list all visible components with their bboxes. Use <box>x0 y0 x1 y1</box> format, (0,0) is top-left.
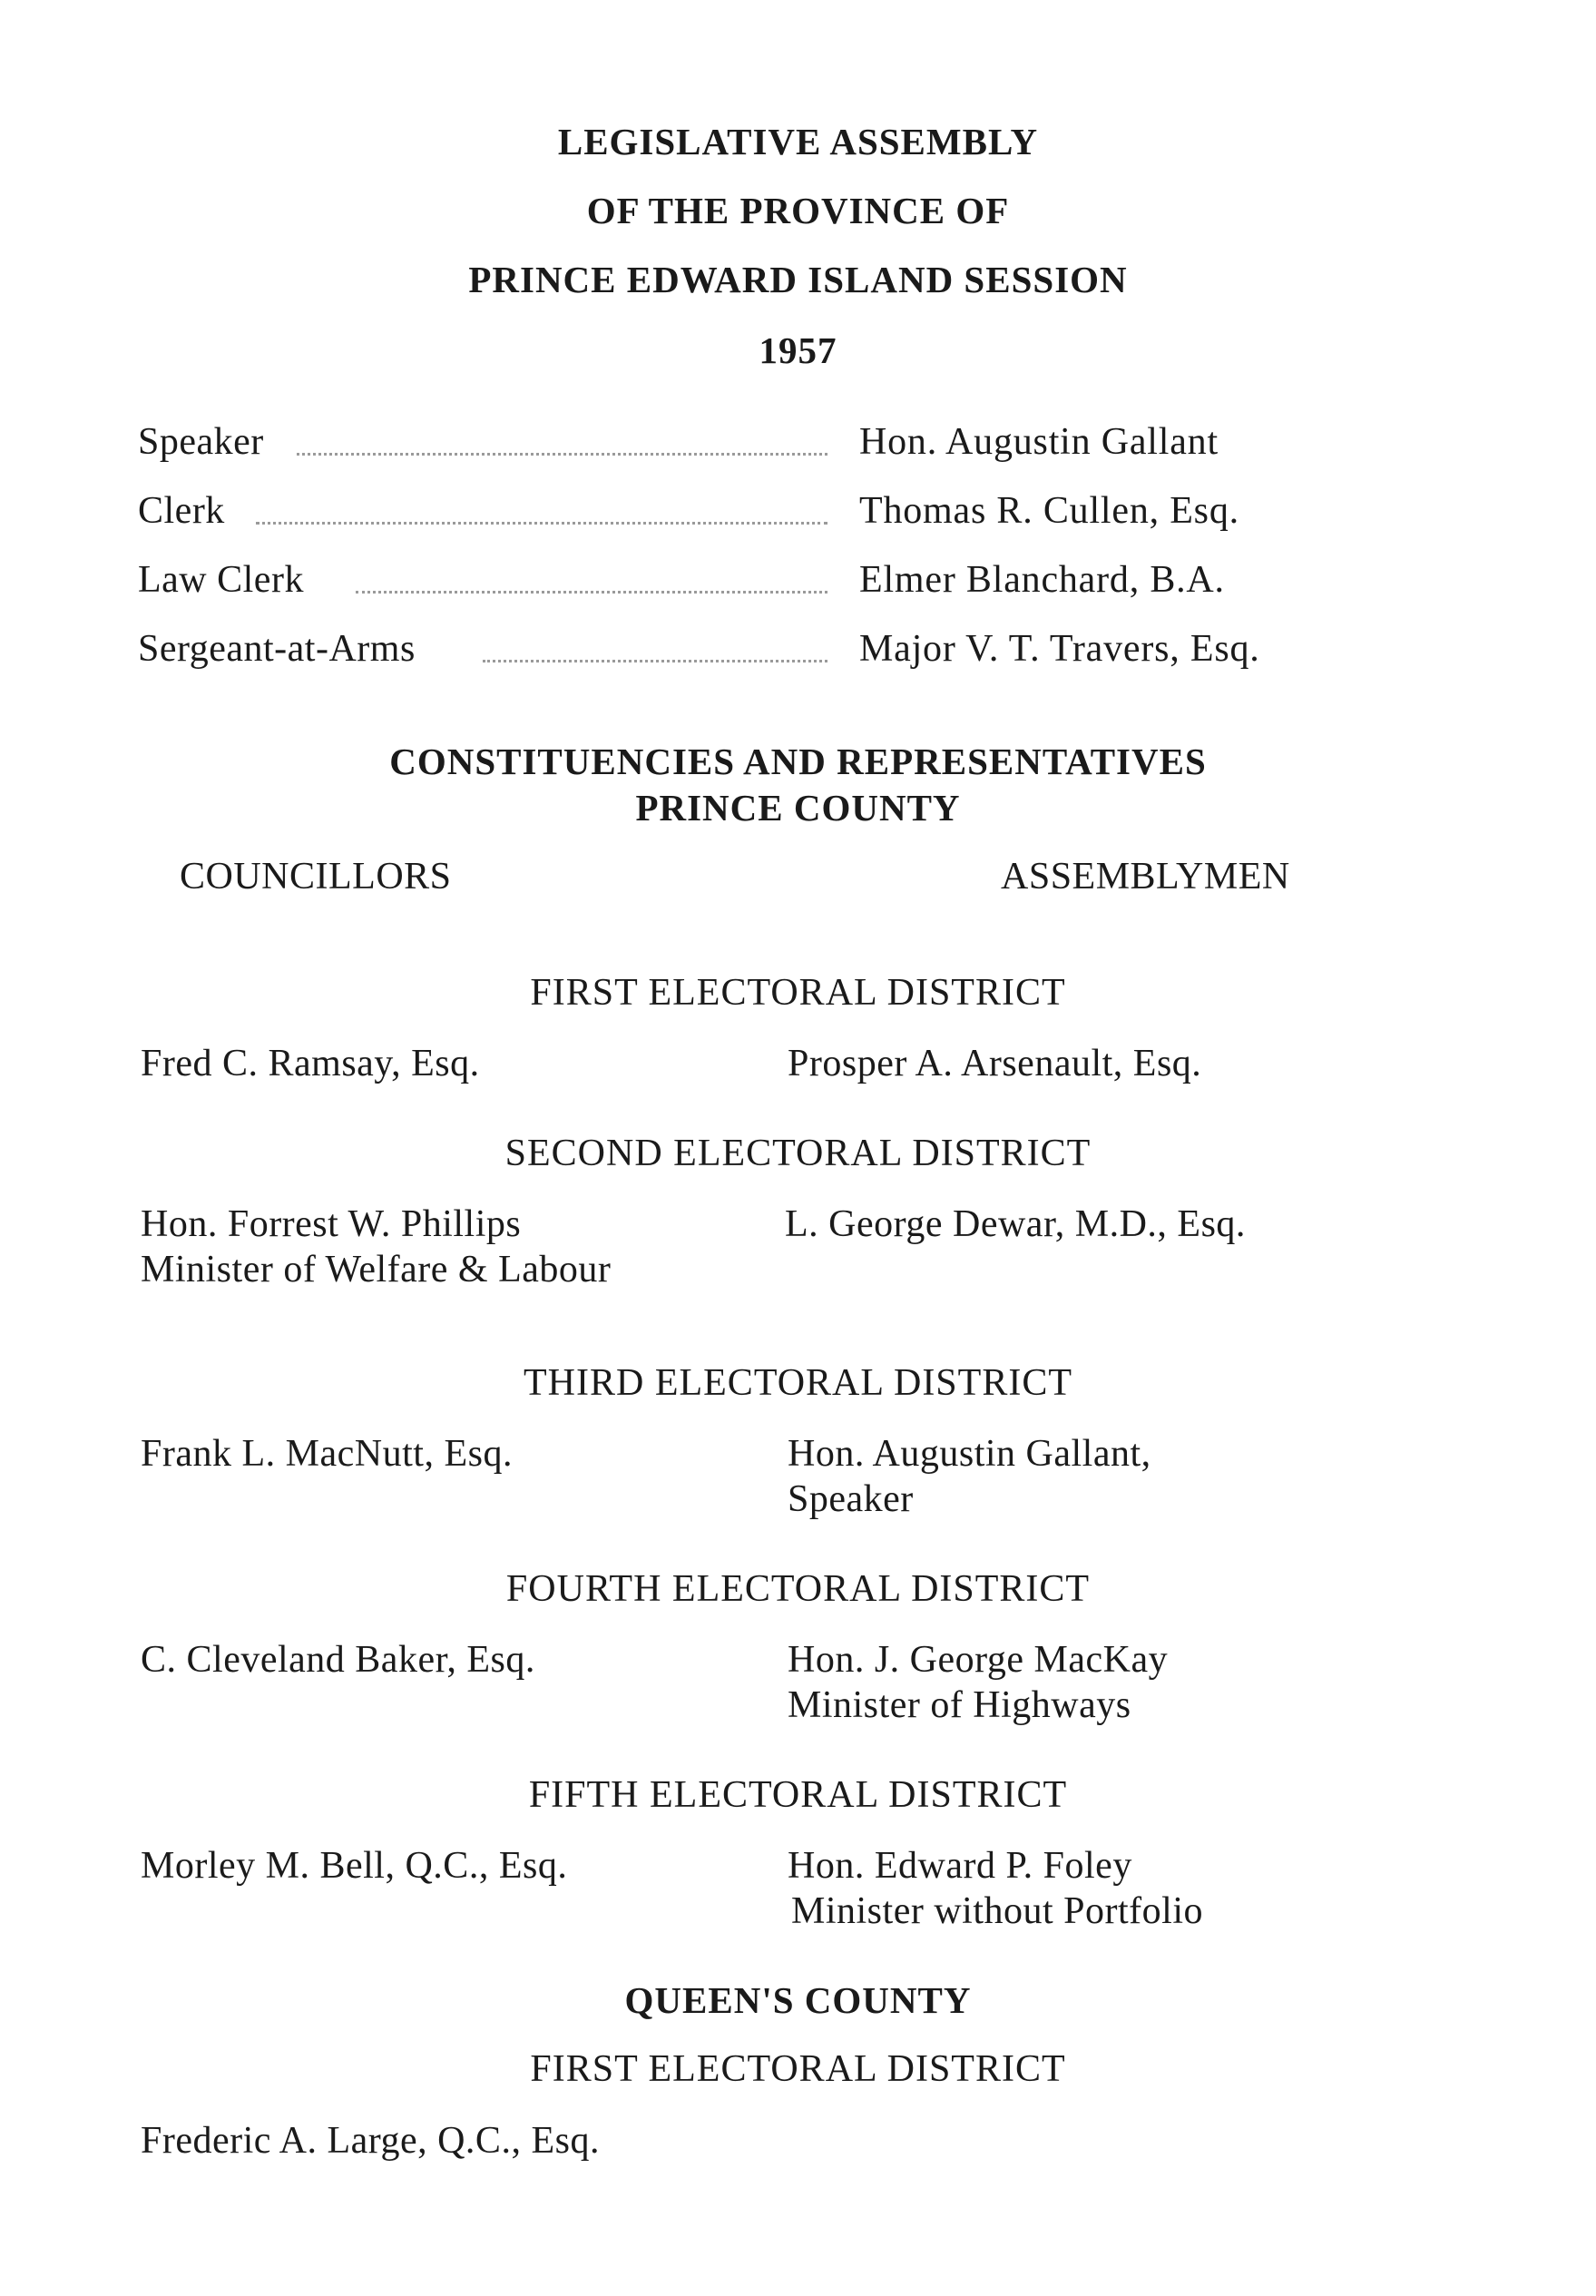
officer-name: Hon. Augustin Gallant <box>859 421 1219 463</box>
dot-leader <box>483 660 827 662</box>
header-line-2: OF THE PROVINCE OF <box>586 190 1010 231</box>
header-line-1: LEGISLATIVE ASSEMBLY <box>557 121 1039 162</box>
header-year: 1957 <box>759 329 837 371</box>
officer-row-clerk <box>138 489 1372 540</box>
officer-row-speaker <box>138 420 1372 471</box>
councillor-name: Fred C. Ramsay, Esq. <box>141 1043 480 1084</box>
assemblyman-name: Hon. J. George MacKay <box>788 1639 1169 1681</box>
councillor-name: Hon. Forrest W. Phillips <box>141 1203 522 1245</box>
header-line-3: PRINCE EDWARD ISLAND SESSION <box>468 259 1128 300</box>
column-heading-assemblymen: ASSEMBLYMEN <box>1001 856 1290 898</box>
officer-role: Law Clerk <box>138 559 304 601</box>
assemblyman-title: Minister of Highways <box>788 1684 1131 1726</box>
assemblyman-name: Hon. Augustin Gallant, <box>788 1433 1151 1475</box>
dot-leader <box>297 453 827 456</box>
section-heading: CONSTITUENCIES AND REPRESENTATIVES <box>389 741 1207 782</box>
district-heading: SECOND ELECTORAL DISTRICT <box>504 1133 1092 1174</box>
officer-role: Speaker <box>138 421 264 463</box>
district-heading: FIRST ELECTORAL DISTRICT <box>530 2048 1066 2090</box>
councillor-name: Frank L. MacNutt, Esq. <box>141 1433 513 1475</box>
county-heading-prince: PRINCE COUNTY <box>635 787 961 829</box>
officer-row-law-clerk <box>138 558 1372 609</box>
column-heading-councillors: COUNCILLORS <box>180 856 452 898</box>
officer-name: Elmer Blanchard, B.A. <box>859 559 1225 601</box>
councillor-title: Minister of Welfare & Labour <box>141 1249 612 1290</box>
county-heading-queens: QUEEN'S COUNTY <box>624 1979 972 2021</box>
officer-name: Major V. T. Travers, Esq. <box>859 628 1260 670</box>
district-heading: FOURTH ELECTORAL DISTRICT <box>505 1568 1091 1610</box>
dot-leader <box>356 591 827 594</box>
officer-name: Thomas R. Cullen, Esq. <box>859 490 1239 532</box>
officer-role: Clerk <box>138 490 225 532</box>
assemblyman-name: L. George Dewar, M.D., Esq. <box>785 1203 1246 1245</box>
dot-leader <box>256 522 827 525</box>
officer-role: Sergeant-at-Arms <box>138 628 416 670</box>
district-heading: FIRST ELECTORAL DISTRICT <box>530 972 1066 1014</box>
councillor-name: Frederic A. Large, Q.C., Esq. <box>141 2120 600 2162</box>
assemblyman-name: Hon. Edward P. Foley <box>788 1845 1132 1887</box>
assemblyman-title: Minister without Portfolio <box>791 1890 1203 1932</box>
assemblyman-title: Speaker <box>788 1478 914 1520</box>
district-heading: FIFTH ELECTORAL DISTRICT <box>528 1774 1068 1816</box>
assemblyman-name: Prosper A. Arsenault, Esq. <box>788 1043 1202 1084</box>
officer-row-sergeant-at-arms <box>138 627 1372 678</box>
councillor-name: C. Cleveland Baker, Esq. <box>141 1639 535 1681</box>
district-heading: THIRD ELECTORAL DISTRICT <box>524 1362 1072 1404</box>
councillor-name: Morley M. Bell, Q.C., Esq. <box>141 1845 568 1887</box>
